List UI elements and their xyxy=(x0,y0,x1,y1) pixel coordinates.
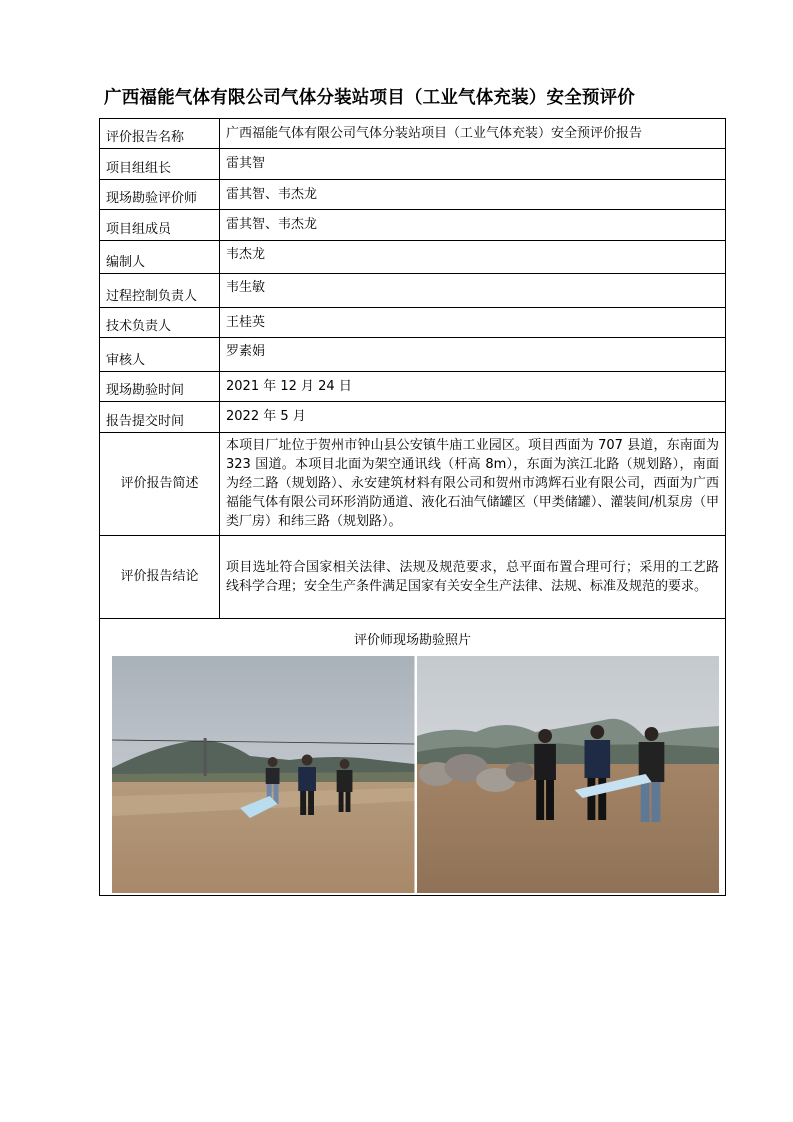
row-value: 雷其智、韦杰龙 xyxy=(220,210,726,241)
photo-cell xyxy=(100,618,726,895)
table-row xyxy=(100,274,726,308)
summary-text: 本项目厂址位于贺州市钟山县公安镇牛庙工业园区。项目西面为 707 县道，东南面为 323 国道。本项目北面为架空通讯线（杆高 8m），东面为滨江北路（规划路），南面为经二路（规划路）、永安建筑材料有限公司和贺州市鸿辉石业有限公司，西面为广西福能气体有限公司环形消防通道、液化石油气储罐区（甲类储罐）、灌装间/机泵房（甲类厂房）和纬三路（规划路）。 xyxy=(220,432,726,535)
site-survey-photo-2 xyxy=(417,656,720,893)
summary-label: 评价报告简述 xyxy=(100,432,220,535)
row-value: 广西福能气体有限公司气体分装站项目（工业气体充装）安全预评价报告 xyxy=(220,119,726,149)
row-value: 2022 年 5 月 xyxy=(220,402,726,433)
summary-row xyxy=(100,432,726,535)
row-label: 过程控制负责人 xyxy=(100,274,220,308)
table-row xyxy=(100,119,726,149)
row-label: 审核人 xyxy=(100,338,220,372)
report-table xyxy=(99,118,726,896)
document-title: 广西福能气体有限公司气体分装站项目（工业气体充装）安全预评价 xyxy=(104,88,635,108)
table-row xyxy=(100,149,726,180)
table-row xyxy=(100,179,726,210)
site-survey-photo-1 xyxy=(112,656,415,893)
row-value: 王桂英 xyxy=(220,307,726,338)
row-label: 现场勘验时间 xyxy=(100,371,220,402)
row-label: 技术负责人 xyxy=(100,307,220,338)
row-value: 雷其智 xyxy=(220,149,726,180)
row-label: 项目组组长 xyxy=(100,149,220,180)
row-label: 评价报告名称 xyxy=(100,119,220,149)
row-label: 编制人 xyxy=(100,240,220,274)
row-label: 报告提交时间 xyxy=(100,402,220,433)
row-label: 项目组成员 xyxy=(100,210,220,241)
conclusion-label: 评价报告结论 xyxy=(100,535,220,618)
row-value: 罗素娟 xyxy=(220,338,726,372)
conclusion-row xyxy=(100,535,726,618)
table-row xyxy=(100,402,726,433)
row-value: 雷其智、韦杰龙 xyxy=(220,179,726,210)
row-label: 现场勘验评价师 xyxy=(100,179,220,210)
table-row xyxy=(100,240,726,274)
table-row xyxy=(100,338,726,372)
conclusion-text: 项目选址符合国家相关法律、法规及规范要求，总平面布置合理可行；采用的工艺路线科学合理；安全生产条件满足国家有关安全生产法律、法规、标准及规范的要求。 xyxy=(220,535,726,618)
row-value: 2021 年 12 月 24 日 xyxy=(220,371,726,402)
photo-row xyxy=(100,618,726,895)
table-row xyxy=(100,307,726,338)
photo-group xyxy=(106,656,719,893)
row-value: 韦生敏 xyxy=(220,274,726,308)
table-row xyxy=(100,371,726,402)
row-value: 韦杰龙 xyxy=(220,240,726,274)
photo-section-title: 评价师现场勘验照片 xyxy=(353,632,471,648)
table-row xyxy=(100,210,726,241)
